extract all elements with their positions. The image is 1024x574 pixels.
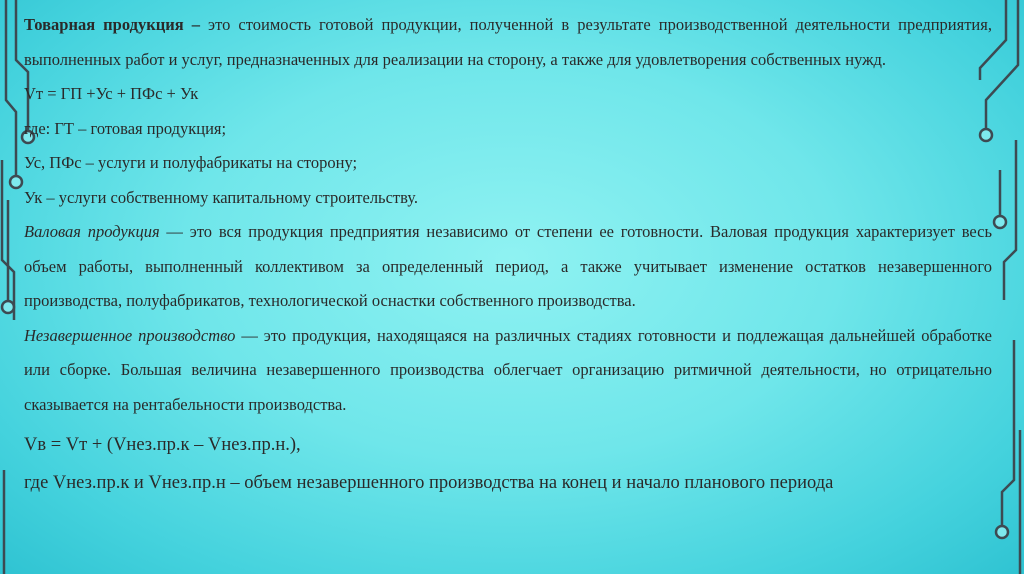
definition-text: — это продукция, находящаяся на различных стадиях готовности и подлежащая дальнейшей обработке или сборке. Большая величина незавершенного производства облегчает организацию ритмичной деятельности, но отрицательно сказывается на рентабельности производства.: [24, 325, 992, 414]
legend-line: Ус, ПФс – услуги и полуфабрикаты на сторону;: [24, 153, 358, 172]
legend-line: где: ГТ – готовая продукция;: [24, 118, 227, 138]
term-work-in-progress: Незавершенное производство: [24, 325, 236, 345]
term-gross-output: Валовая продукция: [24, 222, 160, 241]
term-commodity-output: Товарная продукция –: [24, 15, 200, 34]
definition-gross-output: [24, 215, 992, 319]
formula-gross: Vв = Vт + (Vнез.пр.к – Vнез.пр.н.),: [24, 435, 301, 455]
definition-text: это стоимость готовой продукции, полученной в результате производственной деятельности предприятия, выполненных работ и услуг, предназначенных для реализации на сторону, а также для удовлетворения собственных нужд.: [24, 15, 992, 69]
slide-content: [24, 8, 992, 502]
definition-work-in-progress: [24, 319, 992, 423]
definition-commodity-output: [24, 8, 992, 77]
legend-line: Ук – услуги собственному капитальному строительству.: [24, 187, 419, 207]
definition-text: — это вся продукция предприятия независимо от степени ее готовности. Валовая продукция характеризует весь объем работы, выполненный коллективом за определенный период, а также учитывает изменение остатков незавершенного производства, полуфабрикатов, технологической оснастки собственного производства.: [24, 222, 992, 310]
formula-gross-note: где Vнез.пр.к и Vнез.пр.н – объем незавершенного производства на конец и начало планового периода: [24, 473, 834, 493]
formula-commodity: Vт = ГП +Ус + ПФс + Ук: [24, 84, 199, 103]
